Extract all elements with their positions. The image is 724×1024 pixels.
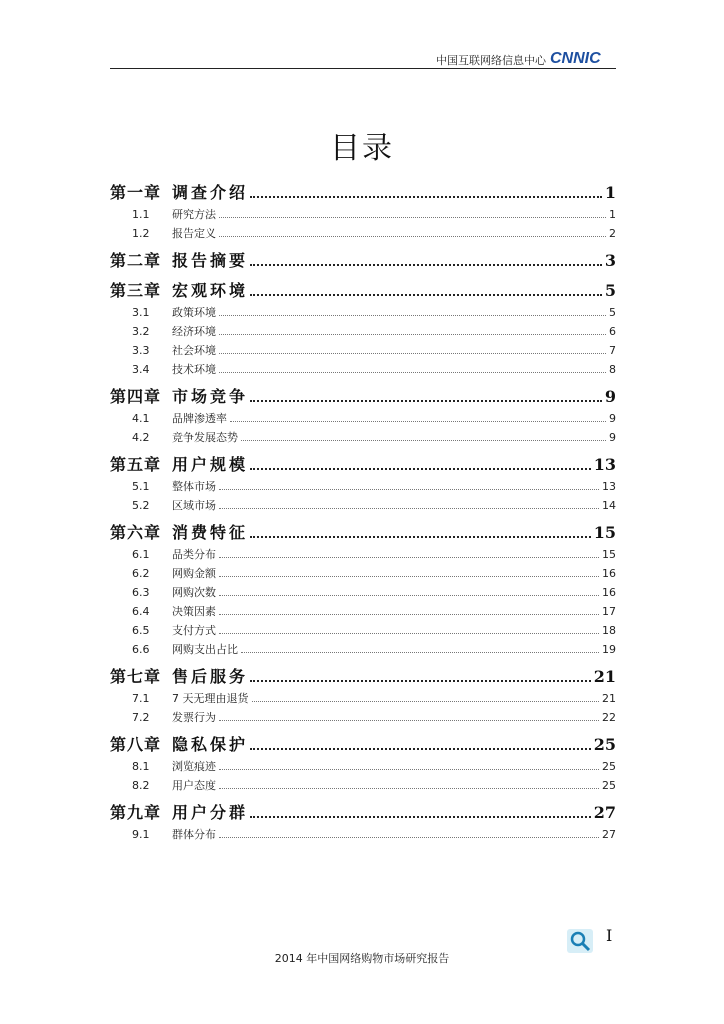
toc-section-entry[interactable] bbox=[110, 709, 616, 728]
page-header bbox=[110, 48, 616, 69]
section-number: 6.4 bbox=[132, 605, 150, 618]
section-page: 2 bbox=[609, 227, 616, 240]
dot-leader bbox=[219, 557, 599, 558]
toc-section-entry[interactable] bbox=[110, 826, 616, 845]
toc-chapter-entry[interactable] bbox=[110, 664, 616, 690]
chapter-page: 3 bbox=[604, 251, 616, 270]
toc-section-entry[interactable] bbox=[110, 304, 616, 323]
section-number: 7.2 bbox=[132, 711, 150, 724]
section-title: 研究方法 bbox=[172, 208, 216, 221]
section-number: 5.2 bbox=[132, 499, 150, 512]
dot-leader bbox=[250, 294, 602, 296]
section-page: 16 bbox=[602, 586, 616, 599]
section-number: 3.2 bbox=[132, 325, 150, 338]
toc-chapter-entry[interactable] bbox=[110, 520, 616, 546]
dot-leader bbox=[241, 440, 606, 441]
section-number: 3.4 bbox=[132, 363, 150, 376]
chapter-title: 市场竞争 bbox=[172, 387, 249, 406]
toc-section-entry[interactable] bbox=[110, 546, 616, 565]
chapter-number: 第九章 bbox=[110, 803, 162, 822]
toc-chapter-entry[interactable] bbox=[110, 732, 616, 758]
section-title: 报告定义 bbox=[172, 227, 216, 240]
chapter-number: 第四章 bbox=[110, 387, 162, 406]
chapter-title: 用户分群 bbox=[172, 803, 249, 822]
section-title: 社会环境 bbox=[172, 344, 216, 357]
section-page: 22 bbox=[602, 711, 616, 724]
toc-chapter-entry[interactable] bbox=[110, 180, 616, 206]
section-page: 15 bbox=[602, 548, 616, 561]
section-number: 6.2 bbox=[132, 567, 150, 580]
section-number: 6.1 bbox=[132, 548, 150, 561]
section-page: 7 bbox=[609, 344, 616, 357]
section-title: 品牌渗透率 bbox=[172, 412, 227, 425]
toc-chapter-entry[interactable] bbox=[110, 248, 616, 274]
toc-chapter-entry[interactable] bbox=[110, 452, 616, 478]
dot-leader bbox=[219, 837, 599, 838]
section-title: 支付方式 bbox=[172, 624, 216, 637]
dot-leader bbox=[250, 536, 591, 538]
chapter-page: 25 bbox=[593, 735, 616, 754]
section-number: 9.1 bbox=[132, 828, 150, 841]
section-title: 经济环境 bbox=[172, 325, 216, 338]
section-page: 25 bbox=[602, 760, 616, 773]
dot-leader bbox=[219, 720, 599, 721]
chapter-title: 报告摘要 bbox=[172, 251, 249, 270]
toc-section-entry[interactable] bbox=[110, 342, 616, 361]
table-of-contents bbox=[110, 180, 616, 849]
dot-leader bbox=[219, 353, 606, 354]
section-number: 8.1 bbox=[132, 760, 150, 773]
dot-leader bbox=[219, 489, 599, 490]
dot-leader bbox=[219, 508, 599, 509]
section-title: 整体市场 bbox=[172, 480, 216, 493]
chapter-page: 15 bbox=[593, 523, 616, 542]
toc-section-entry[interactable] bbox=[110, 641, 616, 660]
section-page: 18 bbox=[602, 624, 616, 637]
section-page: 14 bbox=[602, 499, 616, 512]
section-title: 发票行为 bbox=[172, 711, 216, 724]
dot-leader bbox=[250, 400, 602, 402]
toc-section-entry[interactable] bbox=[110, 206, 616, 225]
toc-chapter-group bbox=[110, 732, 616, 796]
toc-chapter-entry[interactable] bbox=[110, 278, 616, 304]
chapter-title: 宏观环境 bbox=[172, 281, 249, 300]
chapter-title: 消费特征 bbox=[172, 523, 249, 542]
section-page: 8 bbox=[609, 363, 616, 376]
chapter-number: 第八章 bbox=[110, 735, 162, 754]
section-page: 25 bbox=[602, 779, 616, 792]
chapter-page: 5 bbox=[604, 281, 616, 300]
section-page: 21 bbox=[602, 692, 616, 705]
chapter-page: 9 bbox=[604, 387, 616, 406]
chapter-number: 第七章 bbox=[110, 667, 162, 686]
chapter-page: 27 bbox=[593, 803, 616, 822]
cnnic-logo-text: CNNIC bbox=[550, 50, 601, 66]
section-title: 网购次数 bbox=[172, 586, 216, 599]
section-title: 7 天无理由退货 bbox=[172, 692, 249, 705]
dot-leader bbox=[219, 315, 606, 316]
header-org-name: 中国互联网络信息中心 bbox=[436, 54, 546, 67]
chapter-number: 第二章 bbox=[110, 251, 162, 270]
toc-section-entry[interactable] bbox=[110, 758, 616, 777]
dot-leader bbox=[252, 701, 600, 702]
section-title: 用户态度 bbox=[172, 779, 216, 792]
dot-leader bbox=[219, 595, 599, 596]
section-number: 6.6 bbox=[132, 643, 150, 656]
dot-leader bbox=[250, 748, 591, 750]
toc-chapter-group bbox=[110, 248, 616, 274]
dot-leader bbox=[219, 334, 606, 335]
section-number: 4.2 bbox=[132, 431, 150, 444]
chapter-title: 售后服务 bbox=[172, 667, 249, 686]
section-number: 3.3 bbox=[132, 344, 150, 357]
dot-leader bbox=[219, 236, 606, 237]
toc-chapter-group bbox=[110, 520, 616, 660]
section-page: 9 bbox=[609, 431, 616, 444]
footer-report-title: 2014 年中国网络购物市场研究报告 bbox=[274, 952, 450, 965]
dot-leader bbox=[241, 652, 599, 653]
toc-chapter-group bbox=[110, 452, 616, 516]
toc-section-entry[interactable] bbox=[110, 690, 616, 709]
dot-leader bbox=[219, 614, 599, 615]
section-number: 8.2 bbox=[132, 779, 150, 792]
section-title: 网购金额 bbox=[172, 567, 216, 580]
section-number: 1.1 bbox=[132, 208, 150, 221]
dot-leader bbox=[219, 217, 606, 218]
toc-section-entry[interactable] bbox=[110, 603, 616, 622]
section-title: 技术环境 bbox=[172, 363, 216, 376]
toc-section-entry[interactable] bbox=[110, 478, 616, 497]
chapter-number: 第三章 bbox=[110, 281, 162, 300]
chapter-number: 第五章 bbox=[110, 455, 162, 474]
chapter-page: 1 bbox=[604, 183, 616, 202]
section-number: 3.1 bbox=[132, 306, 150, 319]
section-number: 6.5 bbox=[132, 624, 150, 637]
chapter-page: 13 bbox=[593, 455, 616, 474]
section-number: 4.1 bbox=[132, 412, 150, 425]
toc-chapter-group bbox=[110, 664, 616, 728]
section-page: 19 bbox=[602, 643, 616, 656]
section-title: 区域市场 bbox=[172, 499, 216, 512]
section-page: 1 bbox=[609, 208, 616, 221]
toc-section-entry[interactable] bbox=[110, 410, 616, 429]
section-number: 6.3 bbox=[132, 586, 150, 599]
section-title: 网购支出占比 bbox=[172, 643, 238, 656]
dot-leader bbox=[250, 680, 591, 682]
section-page: 6 bbox=[609, 325, 616, 338]
section-page: 17 bbox=[602, 605, 616, 618]
toc-section-entry[interactable] bbox=[110, 622, 616, 641]
section-number: 7.1 bbox=[132, 692, 150, 705]
dot-leader bbox=[219, 372, 606, 373]
section-title: 政策环境 bbox=[172, 306, 216, 319]
section-page: 9 bbox=[609, 412, 616, 425]
chapter-title: 用户规模 bbox=[172, 455, 249, 474]
section-title: 品类分布 bbox=[172, 548, 216, 561]
dot-leader bbox=[250, 196, 602, 198]
dot-leader bbox=[230, 421, 606, 422]
chapter-page: 21 bbox=[593, 667, 616, 686]
toc-section-entry[interactable] bbox=[110, 497, 616, 516]
chapter-number: 第一章 bbox=[110, 183, 162, 202]
section-number: 1.2 bbox=[132, 227, 150, 240]
toc-chapter-group bbox=[110, 180, 616, 244]
section-number: 5.1 bbox=[132, 480, 150, 493]
section-title: 群体分布 bbox=[172, 828, 216, 841]
section-page: 27 bbox=[602, 828, 616, 841]
toc-chapter-group bbox=[110, 384, 616, 448]
toc-section-entry[interactable] bbox=[110, 777, 616, 796]
section-title: 竞争发展态势 bbox=[172, 431, 238, 444]
toc-section-entry[interactable] bbox=[110, 323, 616, 342]
toc-section-entry[interactable] bbox=[110, 225, 616, 244]
dot-leader bbox=[219, 633, 599, 634]
dot-leader bbox=[250, 264, 602, 266]
dot-leader bbox=[219, 788, 599, 789]
section-page: 5 bbox=[609, 306, 616, 319]
dot-leader bbox=[250, 468, 591, 470]
section-page: 16 bbox=[602, 567, 616, 580]
page-title: 目录 bbox=[330, 131, 394, 166]
toc-section-entry[interactable] bbox=[110, 361, 616, 380]
toc-chapter-entry[interactable] bbox=[110, 384, 616, 410]
toc-section-entry[interactable] bbox=[110, 565, 616, 584]
toc-chapter-entry[interactable] bbox=[110, 800, 616, 826]
chapter-title: 调查介绍 bbox=[172, 183, 249, 202]
section-page: 13 bbox=[602, 480, 616, 493]
toc-section-entry[interactable] bbox=[110, 429, 616, 448]
dot-leader bbox=[250, 816, 591, 818]
toc-section-entry[interactable] bbox=[110, 584, 616, 603]
cnnic-logo bbox=[550, 48, 616, 66]
page-number: I bbox=[606, 926, 613, 945]
chapter-title: 隐私保护 bbox=[172, 735, 249, 754]
toc-chapter-group bbox=[110, 800, 616, 845]
dot-leader bbox=[219, 769, 599, 770]
section-title: 决策因素 bbox=[172, 605, 216, 618]
dot-leader bbox=[219, 576, 599, 577]
chapter-number: 第六章 bbox=[110, 523, 162, 542]
section-title: 浏览痕迹 bbox=[172, 760, 216, 773]
toc-chapter-group bbox=[110, 278, 616, 380]
